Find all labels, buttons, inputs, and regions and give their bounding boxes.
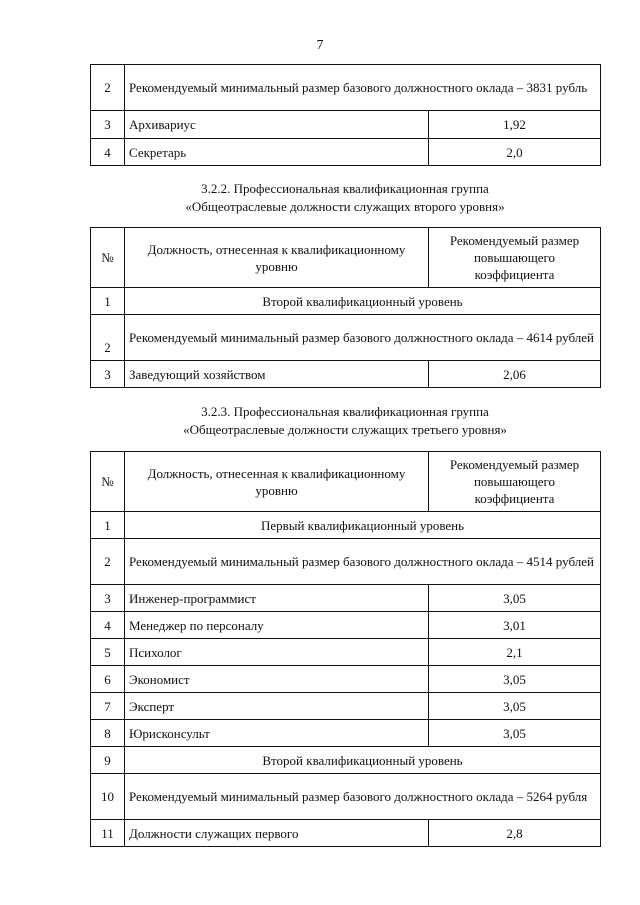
row-number: 3 [91,585,125,612]
table-header-row [91,228,601,288]
table-section-3-2-2 [90,227,601,388]
row-number: 10 [91,774,125,820]
table-row [91,720,601,747]
position-cell: Инженер-программист [125,585,429,612]
row-number: 11 [91,820,125,847]
table-row [91,539,601,585]
header-number: № [91,228,125,288]
position-cell: Психолог [125,639,429,666]
header-coefficient: Рекомендуемый размер повышающего коэффициента [429,228,601,288]
position-cell: Секретарь [125,139,429,166]
coefficient-cell: 2,8 [429,820,601,847]
header-coefficient: Рекомендуемый размер повышающего коэффициента [429,452,601,512]
section-title-line: «Общеотраслевые должности служащих третьего уровня» [183,422,507,437]
section-title-line: 3.2.2. Профессиональная квалификационная группа [201,181,489,196]
coefficient-cell: 2,06 [429,361,601,388]
coefficient-cell: 1,92 [429,111,601,139]
table-section-3-2-3 [90,451,601,847]
position-cell: Должности служащих первого [125,820,429,847]
table-row [91,288,601,315]
row-number: 4 [91,139,125,166]
header-number: № [91,452,125,512]
row-number: 5 [91,639,125,666]
table-continuation [90,64,601,166]
salary-text: Рекомендуемый минимальный размер базового должностного оклада – 3831 рубль [125,65,601,111]
salary-text: Рекомендуемый минимальный размер базового должностного оклада – 4514 рублей [125,539,601,585]
salary-text: Рекомендуемый минимальный размер базового должностного оклада – 5264 рубля [125,774,601,820]
row-number: 3 [91,111,125,139]
qualification-level: Второй квалификационный уровень [125,288,601,315]
table-row [91,65,601,111]
row-number: 2 [91,539,125,585]
position-cell: Эксперт [125,693,429,720]
table-row [91,111,601,139]
table-row [91,666,601,693]
coefficient-cell: 2,0 [429,139,601,166]
row-number: 3 [91,361,125,388]
coefficient-cell: 3,01 [429,612,601,639]
row-number: 8 [91,720,125,747]
position-cell: Экономист [125,666,429,693]
coefficient-cell: 3,05 [429,666,601,693]
table-row [91,612,601,639]
position-cell: Юрисконсульт [125,720,429,747]
table-row [91,774,601,820]
position-cell: Архивариус [125,111,429,139]
coefficient-cell: 3,05 [429,720,601,747]
header-position: Должность, отнесенная к квалификационному уровню [125,228,429,288]
coefficient-cell: 3,05 [429,585,601,612]
row-number: 4 [91,612,125,639]
header-position: Должность, отнесенная к квалификационному уровню [125,452,429,512]
section-heading-3-2-3 [90,403,600,439]
position-cell: Менеджер по персоналу [125,612,429,639]
table-row [91,747,601,774]
row-number: 9 [91,747,125,774]
coefficient-cell: 3,05 [429,693,601,720]
table-row [91,585,601,612]
row-number: 2 [91,315,125,361]
qualification-level: Первый квалификационный уровень [125,512,601,539]
coefficient-cell: 2,1 [429,639,601,666]
table-row [91,139,601,166]
table-row [91,693,601,720]
table-row [91,512,601,539]
table-header-row [91,452,601,512]
position-cell: Заведующий хозяйством [125,361,429,388]
row-number: 7 [91,693,125,720]
section-heading-3-2-2 [90,180,600,216]
row-number: 1 [91,288,125,315]
table-row [91,361,601,388]
salary-text: Рекомендуемый минимальный размер базового должностного оклада – 4614 рублей [125,315,601,361]
table-row [91,315,601,361]
table-row [91,639,601,666]
table-row [91,820,601,847]
section-title-line: «Общеотраслевые должности служащих второго уровня» [185,199,505,214]
page-number: 7 [316,38,324,53]
section-title-line: 3.2.3. Профессиональная квалификационная группа [201,404,489,419]
row-number: 2 [91,65,125,111]
row-number: 6 [91,666,125,693]
qualification-level: Второй квалификационный уровень [125,747,601,774]
row-number: 1 [91,512,125,539]
